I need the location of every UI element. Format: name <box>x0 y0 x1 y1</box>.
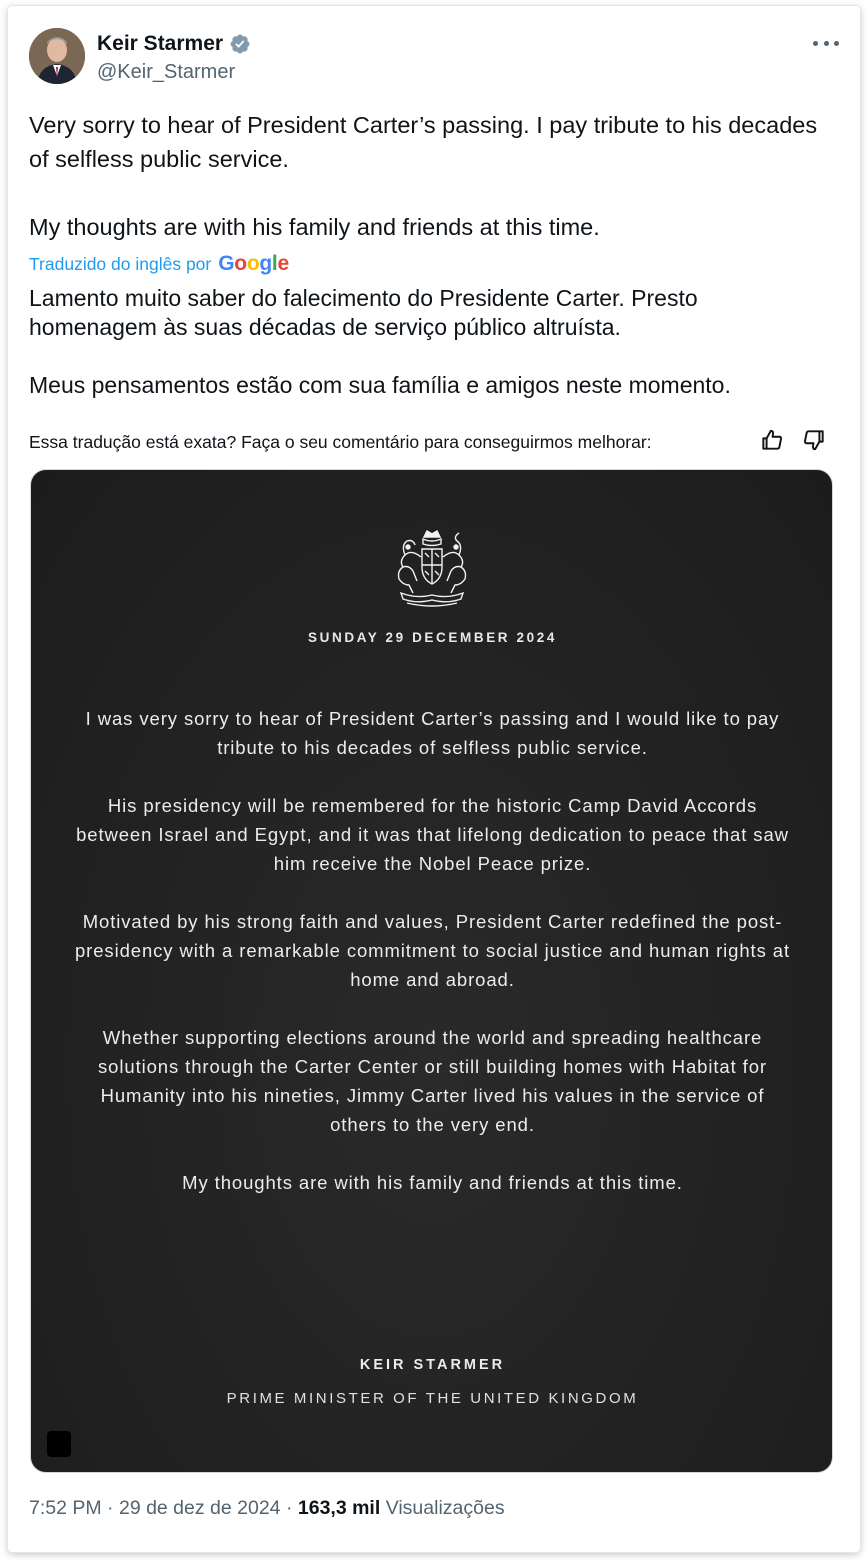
signature-title: PRIME MINISTER OF THE UNITED KINGDOM <box>226 1390 639 1407</box>
statement-paragraph: Whether supporting elections around the world and spreading healthcare solutions through the Carter Center or still building homes with Habitat for Humanity into his nineties, Jimmy Carter lived his values in the service of others to the very end. <box>98 1027 767 1135</box>
author-name[interactable]: Keir Starmer <box>97 32 224 55</box>
tweet-date[interactable]: 29 de dez de 2024 <box>118 1497 281 1519</box>
google-logo: Google <box>218 252 289 275</box>
thumbs-down-icon[interactable] <box>801 427 827 453</box>
statement-paragraph: My thoughts are with his family and friends at this time. <box>182 1172 683 1193</box>
tweet-text <box>29 108 829 244</box>
tweet-line-2: My thoughts are with his family and friends at this time. <box>29 214 600 240</box>
meta-separator: · <box>285 1497 293 1519</box>
royal-coat-of-arms-icon <box>387 527 477 609</box>
views-count[interactable]: 163,3 mil <box>297 1497 381 1519</box>
verified-badge-icon <box>229 33 251 55</box>
statement-paragraph: Motivated by his strong faith and values, President Carter redefined the post-presidency with a remarkable commitment to social justice and human rights at home and abroad. <box>74 911 791 990</box>
tweet-time[interactable]: 7:52 PM <box>29 1497 102 1519</box>
views-label[interactable]: Visualizações <box>385 1497 505 1519</box>
statement-date: SUNDAY 29 DECEMBER 2024 <box>308 630 557 645</box>
media-badge[interactable] <box>47 1431 71 1457</box>
translation-paragraph-1: Lamento muito saber do falecimento do Presidente Carter. Presto homenagem às suas décadas de serviço público altruísta. <box>29 285 698 340</box>
tweet-line-1: Very sorry to hear of President Carter’s passing. I pay tribute to his decades of selfless public service. <box>29 112 818 172</box>
statement-image[interactable] <box>30 469 833 1473</box>
translated-text <box>29 284 829 400</box>
tweet-header <box>29 28 839 86</box>
statement-body <box>71 704 794 1226</box>
feedback-prompt: Essa tradução está exata? Faça o seu comentário para conseguirmos melhorar: <box>29 432 652 452</box>
tweet-card <box>8 6 860 1552</box>
translation-paragraph-2: Meus pensamentos estão com sua família e amigos neste momento. <box>29 372 731 398</box>
more-options-icon[interactable] <box>813 36 839 50</box>
translated-by <box>29 252 289 276</box>
statement-paragraph: His presidency will be remembered for the historic Camp David Accords between Israel and Egypt, and it was that lifelong dedication to peace that saw him receive the Nobel Peace prize. <box>76 795 789 874</box>
tweet-meta <box>29 1497 505 1520</box>
statement-paragraph: I was very sorry to hear of President Carter’s passing and I would like to pay tribute to his decades of selfless public service. <box>85 708 780 758</box>
meta-separator: · <box>107 1497 114 1519</box>
author-handle[interactable]: @Keir_Starmer <box>97 61 236 83</box>
translation-feedback <box>29 427 835 455</box>
thumbs-up-icon[interactable] <box>759 427 785 453</box>
signature-name: KEIR STARMER <box>359 1357 506 1373</box>
translated-label[interactable]: Traduzido do inglês por <box>29 253 212 274</box>
avatar[interactable] <box>29 28 85 84</box>
